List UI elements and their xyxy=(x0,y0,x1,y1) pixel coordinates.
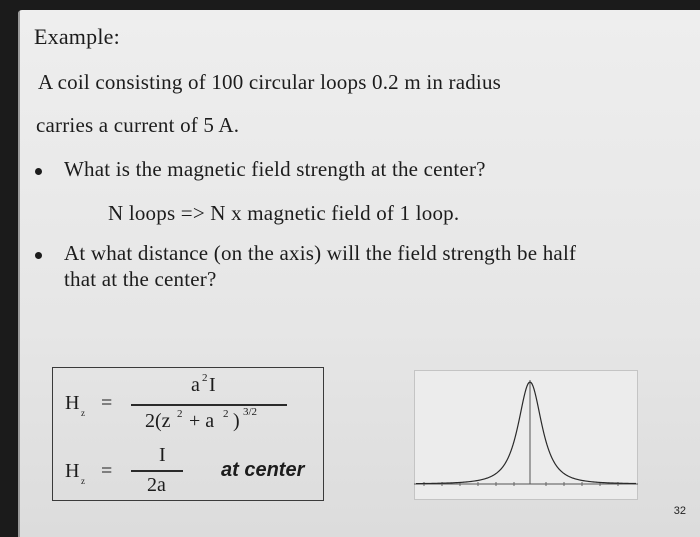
bullet-2-line-1: At what distance (on the axis) will the field strength be half xyxy=(64,241,577,265)
f1-den-c: ) xyxy=(233,410,240,432)
f1-equals: = xyxy=(101,392,113,414)
f1-numerator-a: a xyxy=(191,374,200,396)
bullet-2-icon xyxy=(35,252,42,259)
bullet-1-icon xyxy=(35,168,42,175)
f1-den-sup1: 2 xyxy=(177,408,183,420)
f2-fraction-bar xyxy=(131,470,183,472)
formula-box xyxy=(52,367,324,501)
slide-heading: Example: xyxy=(34,24,120,49)
bullet-2-line-2: that at the center? xyxy=(64,267,217,291)
bullet-1-text: What is the magnetic field strength at the center? xyxy=(64,157,486,181)
intro-line-1: A coil consisting of 100 circular loops 0.2 m in radius xyxy=(38,70,502,94)
f2-equals: = xyxy=(101,460,113,482)
at-center-label: at center xyxy=(221,459,305,481)
f1-numerator-i: I xyxy=(209,374,216,396)
f2-denominator: 2a xyxy=(147,474,166,496)
f1-numerator-sup: 2 xyxy=(202,372,208,384)
f2-lhs: H xyxy=(65,460,80,482)
note-n-loops: N loops => N x magnetic field of 1 loop. xyxy=(108,201,460,225)
f1-den-sup3: 3/2 xyxy=(243,406,258,418)
f1-den-a: 2(z xyxy=(145,410,171,432)
page-number: 32 xyxy=(673,505,686,517)
f1-fraction-bar xyxy=(131,404,287,406)
field-profile-plot xyxy=(414,370,638,500)
f1-den-b: + a xyxy=(189,410,215,432)
f1-den-sup2: 2 xyxy=(223,408,229,420)
f1-lhs-sub: z xyxy=(81,408,85,418)
slide xyxy=(18,10,700,537)
intro-line-2: carries a current of 5 A. xyxy=(36,113,240,137)
f2-numerator: I xyxy=(159,444,166,466)
f2-lhs-sub: z xyxy=(81,476,85,486)
f1-lhs: H xyxy=(65,392,80,414)
